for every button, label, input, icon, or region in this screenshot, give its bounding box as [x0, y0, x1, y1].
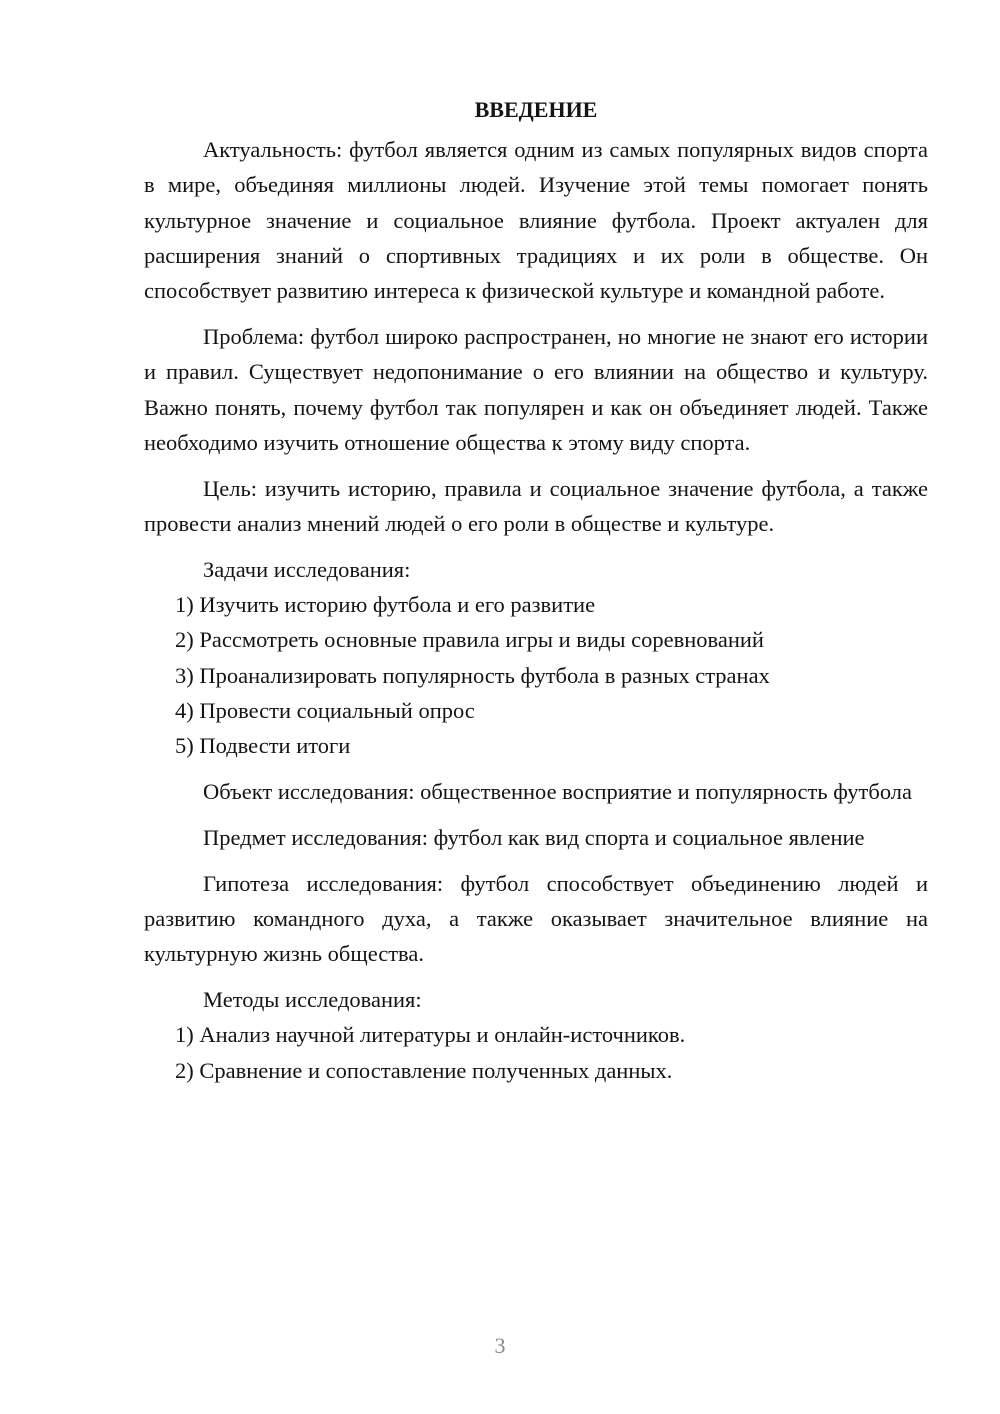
list-item: 4) Провести социальный опрос: [175, 697, 475, 723]
tasks-heading: Задачи исследования:: [203, 556, 411, 582]
tasks-list: [144, 587, 928, 763]
relevance-paragraph: Актуальность: футбол является одним из самых популярных видов спорта в мире, объединяя миллионы людей. Изучение этой темы помогает понять культурное значение и социальное влияние футбола. Проект актуален для расширения знаний о спортивных традициях и их роли в обществе. Он способствует развитию интереса к физической культуре и командной работе.: [144, 137, 928, 304]
subject-paragraph: Предмет исследования: футбол как вид спорта и социальное явление: [203, 824, 865, 850]
hypothesis-paragraph: Гипотеза исследования: футбол способствует объединению людей и развитию командного духа, а также оказывает значительное влияние на культурную жизнь общества.: [144, 870, 928, 967]
object-paragraph: Объект исследования: общественное восприятие и популярность футбола: [203, 779, 912, 805]
page-title: ВВЕДЕНИЕ: [474, 97, 598, 122]
list-item: 1) Изучить историю футбола и его развитие: [175, 592, 596, 618]
list-item: 3) Проанализировать популярность футбола в разных странах: [175, 662, 770, 688]
list-item: 5) Подвести итоги: [175, 733, 351, 759]
methods-heading: Методы исследования:: [203, 987, 422, 1013]
list-item: 1) Анализ научной литературы и онлайн-источников.: [175, 1022, 686, 1048]
list-item: 2) Рассмотреть основные правила игры и виды соревнований: [175, 627, 764, 653]
page-number: 3: [494, 1333, 506, 1358]
methods-list: [144, 1017, 928, 1088]
goal-paragraph: Цель: изучить историю, правила и социальное значение футбола, а также провести анализ мнений людей о его роли в обществе и культуре.: [144, 475, 928, 536]
problem-paragraph: Проблема: футбол широко распространен, но многие не знают его истории и правил. Существует недопонимание о его влиянии на общество и культуру. Важно понять, почему футбол так популярен и как он объединяет людей. Также необходимо изучить отношение общества к этому виду спорта.: [144, 323, 928, 455]
document-page: [144, 92, 928, 1088]
list-item: 2) Сравнение и сопоставление полученных данных.: [175, 1057, 673, 1083]
